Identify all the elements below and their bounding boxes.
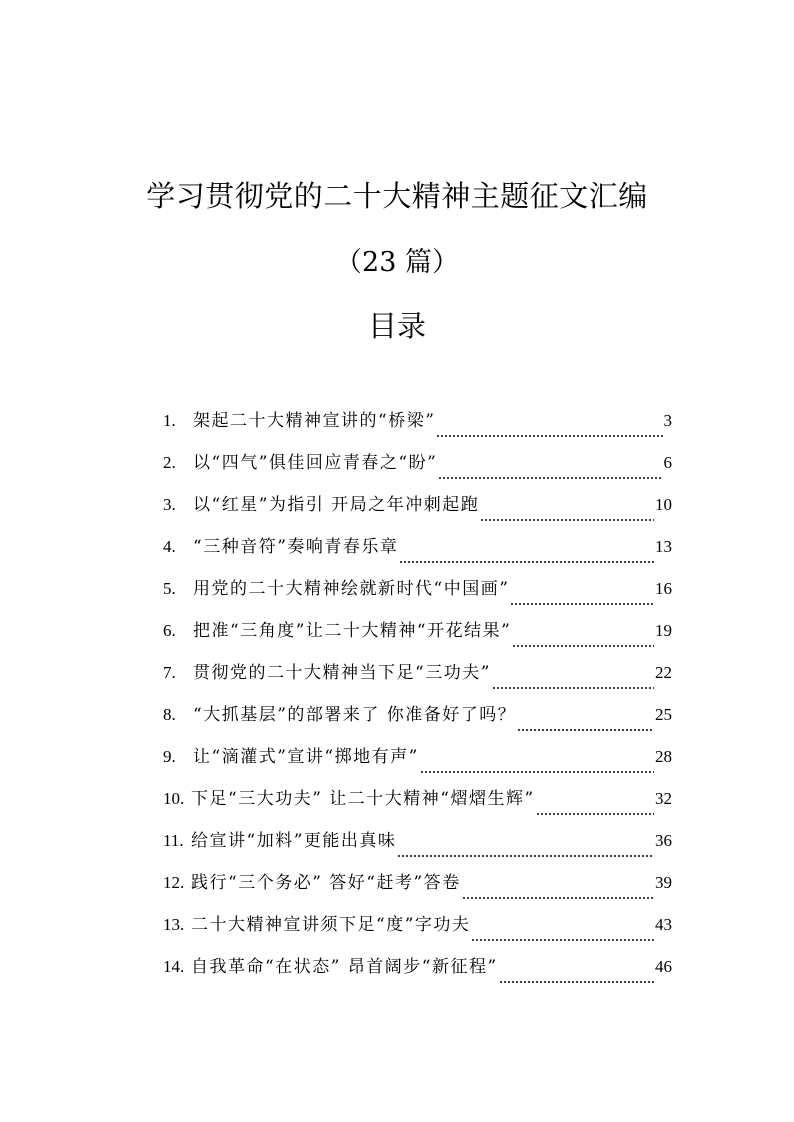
toc-entry-title: 以“红星”为指引 开局之年冲刺起跑 xyxy=(193,495,480,515)
toc-entry-title: 给宣讲“加料”更能出真味 xyxy=(191,831,397,851)
toc-entry[interactable] xyxy=(163,868,672,910)
toc-entry[interactable] xyxy=(163,658,672,700)
toc-entry-page: 19 xyxy=(655,621,672,640)
toc-dot-leader xyxy=(536,813,654,815)
toc-entry-title: 践行“三个务必” 答好“赶考”答卷 xyxy=(191,873,461,893)
toc-entry-title: 把准“三角度”让二十大精神“开花结果” xyxy=(193,621,512,641)
toc-dot-leader xyxy=(438,477,662,479)
toc-entry-page: 13 xyxy=(655,537,672,556)
toc-entry-number: 6. xyxy=(163,621,176,640)
toc-entry[interactable] xyxy=(163,574,672,616)
toc-entry-page: 46 xyxy=(655,957,672,976)
toc-entry-page: 16 xyxy=(655,579,672,598)
toc-entry[interactable] xyxy=(163,742,672,784)
toc-dot-leader xyxy=(420,771,654,773)
toc-entry-title: 以“四气”俱佳回应青春之“盼” xyxy=(193,453,438,473)
toc-entry[interactable] xyxy=(163,826,672,868)
toc-entry-number: 12. xyxy=(163,873,185,892)
toc-entry-number: 13. xyxy=(163,915,185,934)
toc-entry-page: 10 xyxy=(655,495,672,514)
toc-entry-number: 2. xyxy=(163,453,176,472)
toc-entry[interactable] xyxy=(163,490,672,532)
toc-entry-page: 25 xyxy=(655,705,672,724)
toc-entry-page: 36 xyxy=(655,831,672,850)
toc-entry-number: 10. xyxy=(163,789,185,808)
toc-dot-leader xyxy=(510,603,654,605)
toc-entry-number: 14. xyxy=(163,957,185,976)
toc-entry-page: 3 xyxy=(663,411,672,430)
toc-entry-title: “大抓基层”的部署来了 你准备好了吗？ xyxy=(193,705,517,725)
toc-entry-number: 4. xyxy=(163,537,176,556)
toc-dot-leader xyxy=(517,729,654,731)
toc-entry[interactable] xyxy=(163,910,672,952)
toc-dot-leader xyxy=(512,645,654,647)
toc-entry-page: 28 xyxy=(655,747,672,766)
toc-entry-number: 7. xyxy=(163,663,176,682)
toc-entry-title: “三种音符”奏响青春乐章 xyxy=(193,537,399,557)
toc-entry[interactable] xyxy=(163,700,672,742)
toc-entry-title: 下足“三大功夫” 让二十大精神“熠熠生辉” xyxy=(191,789,535,809)
toc-entry[interactable] xyxy=(163,406,672,448)
toc-entry-title: 二十大精神宣讲须下足“度”字功夫 xyxy=(191,915,471,935)
toc-entry-title: 用党的二十大精神绘就新时代“中国画” xyxy=(193,579,510,599)
toc-dot-leader xyxy=(462,897,654,899)
toc-entry-title: 自我革命“在状态” 昂首阔步“新征程” xyxy=(191,957,498,977)
toc-dot-leader xyxy=(499,981,654,983)
toc-entry-number: 11. xyxy=(163,831,184,850)
article-count: （23 篇） xyxy=(335,247,459,278)
toc-heading: 目录 xyxy=(367,309,426,343)
toc-dot-leader xyxy=(471,939,654,941)
toc-entry-page: 22 xyxy=(655,663,672,682)
toc-entry[interactable] xyxy=(163,616,672,658)
toc-entry-page: 32 xyxy=(655,789,672,808)
toc-entry[interactable] xyxy=(163,952,672,994)
toc-entry[interactable] xyxy=(163,448,672,490)
toc-entry-number: 1. xyxy=(163,411,176,430)
toc-dot-leader xyxy=(399,561,654,563)
toc-entry[interactable] xyxy=(163,532,672,574)
toc-entry[interactable] xyxy=(163,784,672,826)
toc-entry-number: 9. xyxy=(163,747,176,766)
table-of-contents xyxy=(163,406,672,994)
toc-entry-page: 43 xyxy=(655,915,672,934)
toc-dot-leader xyxy=(492,687,654,689)
toc-entry-title: 贯彻党的二十大精神当下足“三功夫” xyxy=(193,663,491,683)
toc-dot-leader xyxy=(436,435,662,437)
toc-entry-title: 架起二十大精神宣讲的“桥梁” xyxy=(193,411,436,431)
toc-entry-number: 8. xyxy=(163,705,176,724)
toc-dot-leader xyxy=(480,519,654,521)
toc-entry-page: 6 xyxy=(663,453,672,472)
document-title: 学习贯彻党的二十大精神主题征文汇编 xyxy=(146,179,648,213)
toc-entry-number: 5. xyxy=(163,579,176,598)
toc-entry-number: 3. xyxy=(163,495,176,514)
toc-entry-title: 让“滴灌式”宣讲“掷地有声” xyxy=(193,747,419,767)
toc-dot-leader xyxy=(397,855,654,857)
toc-entry-page: 39 xyxy=(655,873,672,892)
